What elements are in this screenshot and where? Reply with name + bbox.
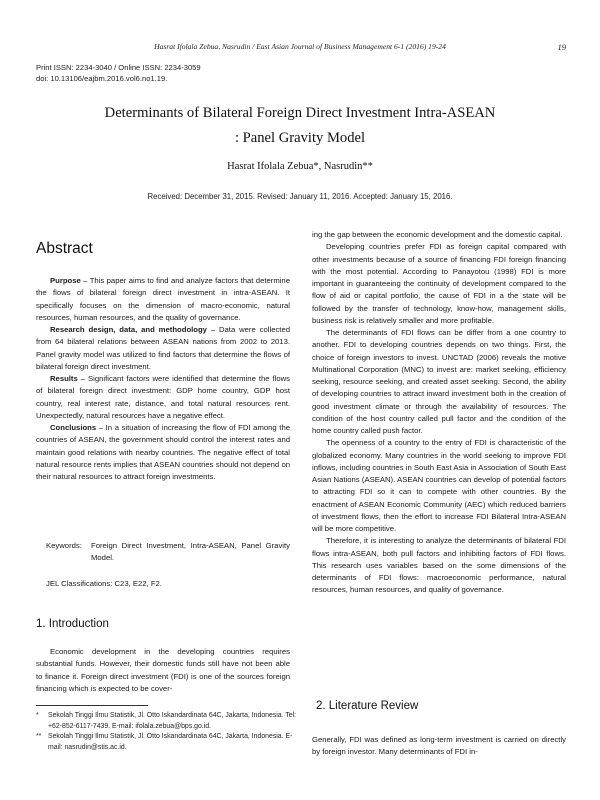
received-dates: Received: December 31, 2015. Revised: January 11, 2016. Accepted: January 15, 2016. <box>147 192 453 201</box>
keywords-block <box>46 540 290 565</box>
abstract-conclusions <box>36 422 290 483</box>
issn-line: Print ISSN: 2234-3040 / Online ISSN: 2234-3059 <box>36 63 201 72</box>
title-line-2: : Panel Gravity Model <box>234 130 366 146</box>
issn-block <box>36 62 201 84</box>
introduction-heading: 1. Introduction <box>36 618 109 630</box>
footnote-1-mark: * <box>36 712 39 719</box>
literature-paragraph-1: Generally, FDI was defined as long-term investment is carried on directly by foreign investor. Many determinants of FDI in- <box>312 735 566 757</box>
footnote-rule <box>36 705 148 706</box>
footnote-2-mark: ** <box>36 733 42 741</box>
results-label: Results <box>50 374 78 383</box>
abstract-results <box>36 373 290 422</box>
design-text: – Data were collected from 64 bilateral relations between ASEAN nations from 2002 to 2013. Panel gravity model was utilized to find factors that determine the flows of bilateral foreign direct investment. <box>36 325 290 371</box>
abstract-heading: Abstract <box>36 240 93 257</box>
paper-title <box>60 101 540 151</box>
conclusions-text: – In a situation of increasing the flow of FDI among the countries of ASEAN, the government should control the interest rates and maintain good relations with nearby countries. The negative effect of total natural resource rents implies that ASEAN countries should not depend on their natural resources to attract foreign investments. <box>36 423 290 481</box>
running-head: Hasrat Ifolala Zebua, Nasrudin / East Asian Journal of Business Management 6-1 (2016) 19-24 <box>154 42 446 51</box>
abstract-purpose <box>36 275 290 324</box>
authors: Hasrat Ifolala Zebua*, Nasrudin** <box>227 161 373 172</box>
literature-review-heading: 2. Literature Review <box>316 700 419 712</box>
jel-classifications: JEL Classifications: C23, E22, F2. <box>46 579 162 588</box>
title-line-1: Determinants of Bilateral Foreign Direct Investment Intra-ASEAN <box>104 105 496 121</box>
right-paragraph-2: The determinants of FDI flows can be differ from a one country to another. FDI to developing countries depends on two things. First, the choice of foreign investors to invest. UNCTAD (2006) reveals the motive Multinational Corporation (MNC) to invest are: market seeking, efficiency seeking, resource seeking, and created asset seeking. Second, the ability of developing countries to attract inward investment both in the creation of good investment climate or through the availability of resources. The condition of the host country called pull factor and the condition of the home country called push factor. <box>312 328 566 435</box>
right-paragraph-4: Therefore, it is interesting to analyze the determinants of bilateral FDI flows intra-ASEAN, both pull factors and inhibiting factors of FDI flows. This research uses variables based on the some dimensions of the determinants of FDI flows: macroeconomic performance, natural resources, human resources, and quality of governance. <box>312 536 566 595</box>
conclusions-label: Conclusions <box>50 423 97 432</box>
right-paragraph-0: ing the gap between the economic development and the domestic capital. <box>312 230 563 239</box>
purpose-text: – This paper aims to find and analyze factors that determine the flows of bilateral foreign direct investment in intra-ASEAN. It specifically focuses on the dimension of macro-economic, natural resources, human resources, and the quality of governance. <box>36 276 290 322</box>
keywords-label: Keywords: <box>46 541 82 550</box>
footnotes <box>36 711 298 754</box>
footnote-1-text: Sekolah Tinggi Ilmu Statistik, Jl. Otto Iskandardinata 64C, Jakarta, Indonesia. Tel: +62-852-6117-7439. E-mail: ifolala.zebua@bps.go.id. <box>48 712 297 730</box>
footnote-1 <box>36 711 298 732</box>
results-text: – Significant factors were identified that determine the flows of bilateral foreign direct investment: GDP home country, GDP host country, real interest rate, distance, and total natural resources rent. Unexpectedly, natural resources have a negative effect. <box>36 374 290 420</box>
right-paragraph-3: The openness of a country to the entry of FDI is characteristic of the globalized economy. Many countries in the world seeking to improve FDI inflows, including countries in South East Asia in Association of South East Asian Nations (ASEAN). ASEAN countries can develop of potential factors to attracting FDI so it can to compete with other countries. By the enactment of ASEAN Economic Community (AEC) which reduced barriers of investment flows, then the effort to increase FDI Bilateral Intra-ASEAN will be more competitive. <box>312 438 566 533</box>
right-paragraph-1: Developing countries prefer FDI as foreign capital compared with other investments because of a source of financing FDI foreign financing with the most potential. According to Panayotou (1998) FDI is more important in guaranteeing the continuity of development compared to the flow of aid or capital portfolio, the cause of FDI in a the state will be followed by the transfer of technology, know-how, management skills, business risk is relatively smaller and more profitable. <box>312 242 566 325</box>
design-label: Research design, data, and methodology <box>50 325 207 334</box>
right-column-body <box>312 229 566 597</box>
intro-paragraph-1: Economic development in the developing countries requires substantial funds. However, their domestic funds still have not been able to finance it. Foreign direct investment (FDI) is one of the sources foreign financing which is expected to be cover- <box>36 647 290 693</box>
keywords-text: Foreign Direct Investment, Intra-ASEAN, Panel Gravity Model. <box>91 541 290 563</box>
abstract-design <box>36 324 290 373</box>
page-number: 19 <box>557 42 566 52</box>
literature-review-body <box>312 734 566 759</box>
introduction-body <box>36 646 290 695</box>
purpose-label: Purpose <box>50 276 81 285</box>
doi-line[interactable]: doi: 10.13106/eajbm.2016.vol6.no1.19. <box>36 74 168 83</box>
footnote-2 <box>36 732 298 753</box>
footnote-2-text: Sekolah Tinggi Ilmu Statistik, Jl. Otto Iskandardinata 64C, Jakarta, Indonesia. E-mail: nasrudin@stis.ac.id. <box>48 733 293 752</box>
abstract-body <box>36 275 290 483</box>
